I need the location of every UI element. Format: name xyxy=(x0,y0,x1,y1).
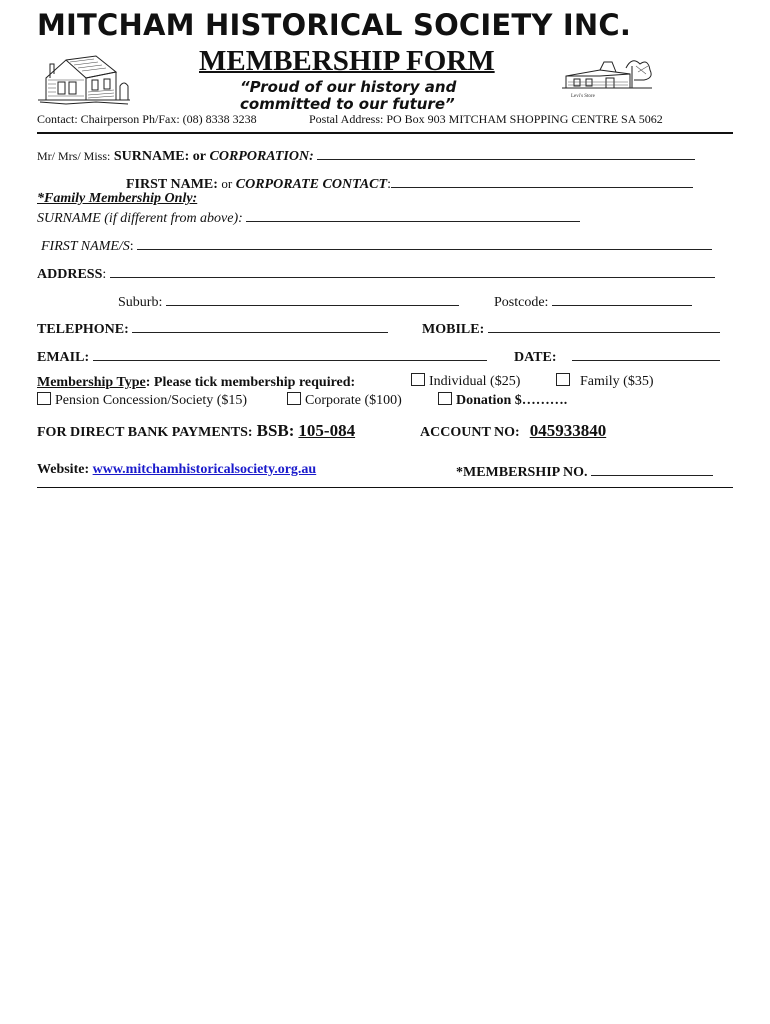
form-title: MEMBERSHIP FORM xyxy=(199,45,495,77)
telephone-label: TELEPHONE: xyxy=(37,322,129,337)
suburb-row xyxy=(118,292,459,311)
corporate-checkbox[interactable] xyxy=(287,392,301,405)
membership-type-label: Membership Type xyxy=(37,375,146,390)
postcode-label: Postcode: xyxy=(494,295,549,310)
bank-row xyxy=(37,421,363,441)
postcode-field[interactable] xyxy=(552,292,692,306)
email-field[interactable] xyxy=(93,347,487,361)
email-label: EMAIL: xyxy=(37,350,90,365)
pension-checkbox[interactable] xyxy=(37,392,51,405)
telephone-row xyxy=(37,319,388,338)
date-label: DATE: xyxy=(514,350,557,365)
postal-address: Postal Address: PO Box 903 MITCHAM SHOPPING CENTRE SA 5062 xyxy=(309,112,663,126)
mobile-label: MOBILE: xyxy=(422,322,485,337)
or-label: or xyxy=(221,176,233,191)
first-name-label: FIRST NAME: xyxy=(126,177,218,192)
family-surname-label: SURNAME (if different from above): xyxy=(37,211,243,226)
mobile-row xyxy=(422,319,720,338)
pension-label: Pension Concession/Society ($15) xyxy=(55,393,248,408)
bank-label: FOR DIRECT BANK PAYMENTS: xyxy=(37,425,253,440)
membership-no-row xyxy=(456,462,713,481)
family-surname-row xyxy=(37,208,580,227)
title-prefix-label: Mr/ Mrs/ Miss: xyxy=(37,149,111,163)
family-checkbox[interactable] xyxy=(556,373,570,386)
postcode-row xyxy=(494,292,692,311)
family-label: Family ($35) xyxy=(580,374,654,389)
historic-building-illustration xyxy=(36,50,132,106)
date-row xyxy=(514,347,720,366)
pension-option[interactable] xyxy=(37,392,247,409)
footer-divider xyxy=(37,487,733,488)
colon-label: : xyxy=(129,239,134,254)
email-row xyxy=(37,347,487,366)
bsb-label: BSB: xyxy=(256,421,295,440)
tagline-line-1: “Proud of our history and xyxy=(240,78,457,96)
website-link[interactable]: www.mitchamhistoricalsociety.org.au xyxy=(92,462,317,477)
header-divider xyxy=(37,132,733,134)
account-value: 045933840 xyxy=(529,421,607,440)
colon-label: : xyxy=(387,177,391,192)
colon-label: : xyxy=(102,267,107,282)
address-field[interactable] xyxy=(110,264,715,278)
membership-type-row xyxy=(37,375,355,391)
individual-label: Individual ($25) xyxy=(429,374,521,389)
corporate-label: Corporate ($100) xyxy=(305,393,402,408)
surname-row xyxy=(37,146,695,165)
contact-info: Contact: Chairperson Ph/Fax: (08) 8338 3238 xyxy=(37,112,257,126)
donation-label: Donation $………. xyxy=(456,393,568,408)
suburb-field[interactable] xyxy=(166,292,459,306)
organization-name: MITCHAM HISTORICAL SOCIETY INC. xyxy=(37,8,632,42)
membership-no-field[interactable] xyxy=(591,462,713,476)
surname-field[interactable] xyxy=(317,146,695,160)
store-building-illustration xyxy=(560,52,656,96)
membership-instruction: : Please tick membership required: xyxy=(145,375,356,390)
corporate-option[interactable] xyxy=(287,392,402,409)
account-row xyxy=(420,421,606,441)
family-surname-field[interactable] xyxy=(246,208,580,222)
website-row xyxy=(37,462,316,478)
first-name-field[interactable] xyxy=(391,174,693,188)
family-heading: *Family Membership Only: xyxy=(37,191,198,206)
donation-checkbox[interactable] xyxy=(438,392,452,405)
store-caption: Levi's Store xyxy=(571,94,595,99)
bsb-value: 105-084 xyxy=(298,421,356,440)
individual-option[interactable] xyxy=(411,373,520,390)
family-first-name-label: FIRST NAME/S xyxy=(41,239,130,254)
corporate-contact-label: CORPORATE CONTACT xyxy=(235,177,388,192)
suburb-label: Suburb: xyxy=(118,295,163,310)
membership-no-label: *MEMBERSHIP NO. xyxy=(456,465,588,480)
family-first-name-field[interactable] xyxy=(137,236,712,250)
address-label: ADDRESS xyxy=(37,267,103,282)
date-field[interactable] xyxy=(572,347,720,361)
mobile-field[interactable] xyxy=(488,319,720,333)
family-option[interactable] xyxy=(556,373,654,390)
individual-checkbox[interactable] xyxy=(411,373,425,386)
website-label: Website: xyxy=(37,462,90,477)
surname-label: SURNAME: or xyxy=(113,149,207,164)
telephone-field[interactable] xyxy=(132,319,388,333)
first-name-row xyxy=(126,174,693,193)
address-row xyxy=(37,264,715,283)
tagline-line-2: committed to our future” xyxy=(240,95,455,113)
donation-option[interactable] xyxy=(438,392,567,409)
family-first-name-row xyxy=(41,236,712,255)
account-label: ACCOUNT NO: xyxy=(420,425,520,440)
corporation-label: CORPORATION: xyxy=(209,149,314,164)
